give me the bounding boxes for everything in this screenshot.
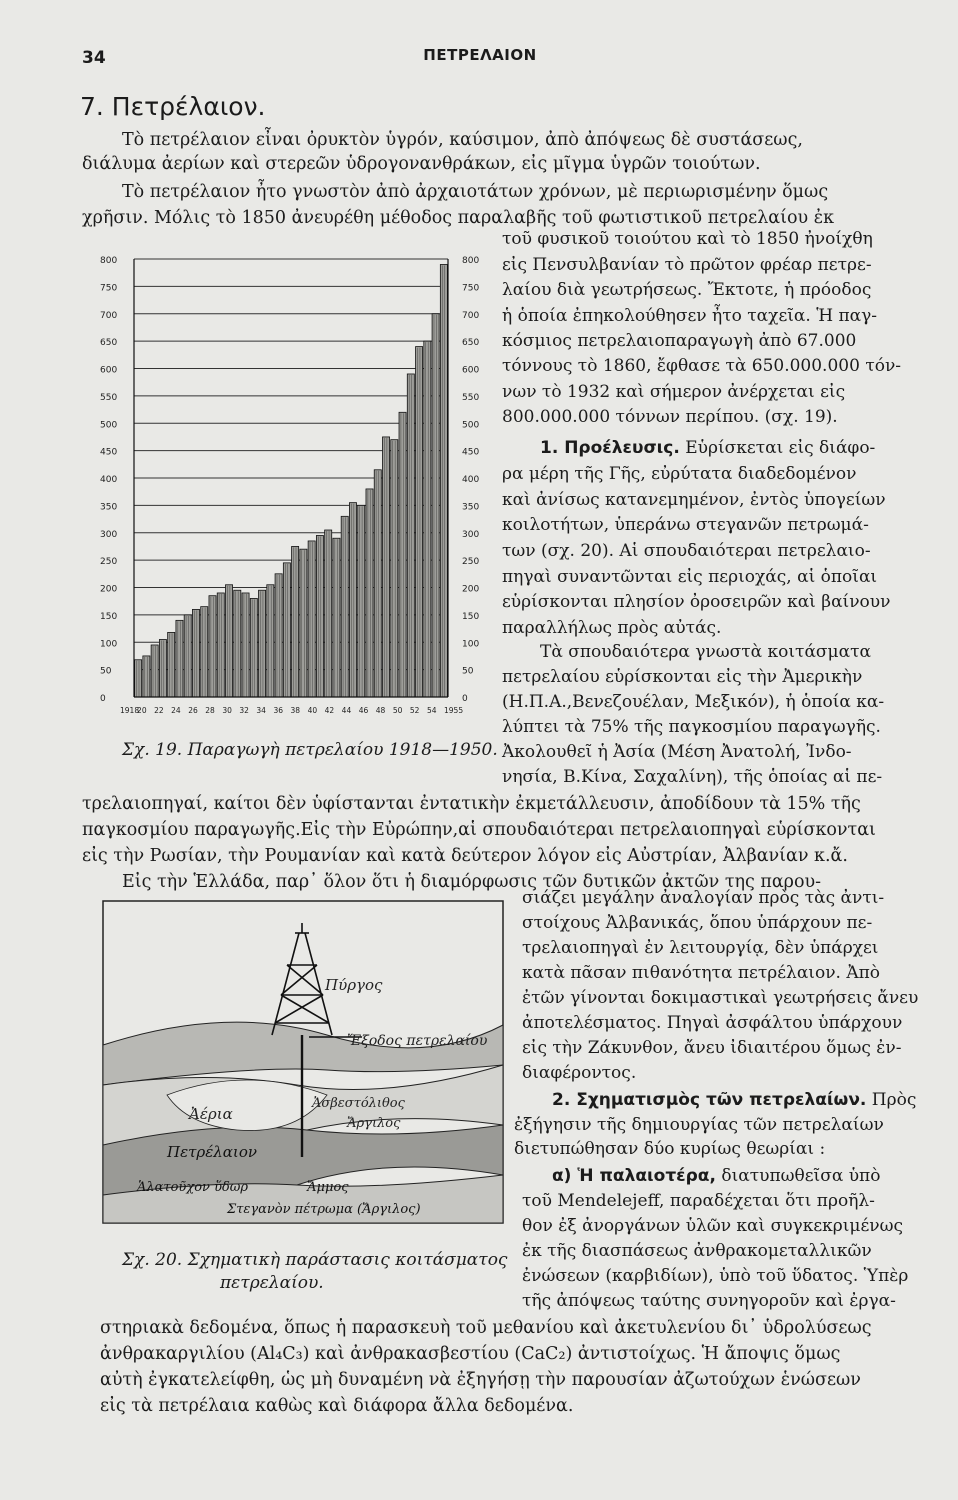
right-col-line: τοῦ φυσικοῦ τοιούτου καὶ τὸ 1850 ἠνοίχθη — [502, 229, 873, 249]
bar — [168, 632, 175, 697]
y-tick-label-left: 250 — [100, 557, 118, 568]
x-tick-label: 24 — [171, 706, 181, 715]
theory-line: τῆς ἀπόψεως ταύτης συνηγοροῦν καὶ ἐργα- — [522, 1291, 896, 1311]
bar — [333, 538, 340, 697]
sources-line: ρα μέρη τῆς Γῆς, εὐρύτατα διαδεδομένον — [502, 464, 857, 484]
bar — [300, 549, 307, 697]
x-tick-label: 44 — [341, 706, 352, 715]
x-tick-label: 54 — [426, 706, 437, 715]
y-tick-label-right: 650 — [462, 338, 480, 349]
theory-a-heading: α) Ἡ παλαιοτέρα, — [552, 1166, 716, 1186]
y-tick-label-left: 300 — [100, 529, 118, 540]
bar — [283, 563, 290, 697]
sources-line: εὑρίσκονται πλησίον ὀροσειρῶν καὶ βαίνουν — [502, 592, 891, 612]
greece-line: κατὰ πᾶσαν πιθανότητα πετρέλαιον. Ἀπὸ — [522, 963, 881, 983]
sources-line: των (σχ. 20). Αἱ σπουδαιότεραι πετρελαιο- — [502, 541, 871, 561]
bar — [341, 516, 348, 697]
y-tick-label-left: 350 — [100, 502, 118, 513]
y-tick-label-left: 50 — [100, 666, 112, 677]
sources-p2-line: Τὰ σπουδαιότερα γνωστὰ κοιτάσματα — [540, 642, 871, 662]
right-col-line: νων τὸ 1932 καὶ σήμερον ἀνέρχεται εἰς — [502, 382, 846, 402]
x-tick-label: 20 — [137, 706, 147, 715]
label-impermeable: Στεγανὸν πέτρωμα (Ἄργιλος) — [227, 1202, 421, 1217]
right-col-line: κόσμιος πετρελαιοπαραγωγὴ ἀπὸ 67.000 — [502, 331, 857, 351]
y-tick-label-left: 0 — [100, 694, 106, 704]
bar — [416, 347, 423, 697]
y-tick-label-right: 400 — [462, 475, 480, 485]
greece-line: ἐτῶν γίνονται δοκιμαστικαὶ γεωτρήσεις ἄνευ — [522, 988, 919, 1008]
x-tick-label: 46 — [358, 706, 369, 715]
formation-line: διετυπώθησαν δύο κυρίως θεωρίαι : — [514, 1139, 826, 1159]
y-tick-label-left: 600 — [100, 365, 118, 376]
bar — [316, 535, 323, 697]
label-sand: Ἄμμος — [307, 1180, 349, 1195]
bar — [135, 660, 142, 697]
bar — [184, 615, 191, 697]
bar — [234, 590, 241, 697]
bar — [217, 593, 224, 697]
intro-line: Τὸ πετρέλαιον ἦτο γνωστὸν ἀπὸ ἀρχαιοτάτων χρόνων, μὲ περιωρισμένην ὅμως — [122, 182, 829, 202]
x-tick-label: 30 — [222, 706, 232, 715]
sources-p2-line: λύπτει τὰ 75% τῆς παγκοσμίου παραγωγῆς. — [502, 717, 881, 737]
x-tick-label: 48 — [375, 706, 386, 715]
intro-line: Τὸ πετρέλαιον εἶναι ὀρυκτὸν ὑγρόν, καύσιμον, ἀπὸ ἀπόψεως δὲ συστάσεως, — [122, 130, 803, 150]
sources-heading: 1. Προέλευσις. — [540, 438, 680, 458]
y-tick-label-left: 200 — [100, 584, 118, 595]
greece-line: διαφέροντος. — [522, 1063, 637, 1083]
bar — [432, 314, 439, 697]
bar — [151, 645, 158, 697]
full-line: εἰς τὴν Ρωσίαν, τὴν Ρουμανίαν καὶ κατὰ δεύτερον λόγον εἰς Αὐστρίαν, Ἀλβανίαν κ.ἄ. — [82, 846, 848, 866]
x-tick-label: 36 — [273, 706, 284, 715]
x-tick-label: 34 — [256, 706, 266, 715]
label-outlet: Ἔξοδος πετρελαίου — [347, 1033, 488, 1049]
x-tick-label: 42 — [324, 706, 335, 715]
right-col-line: ἡ ὁποία ἐπηκολούθησεν ἦτο ταχεῖα. Ἡ παγ- — [502, 306, 878, 326]
bar — [292, 546, 299, 697]
full-line: Εἰς τὴν Ἑλλάδα, παρ᾿ ὅλον ὅτι ἡ διαμόρφωσις τῶν δυτικῶν ἀκτῶν της παρου- — [122, 872, 822, 892]
formation-heading-line — [552, 1088, 916, 1112]
y-tick-label-right: 100 — [462, 639, 480, 650]
label-oil: Πετρέλαιον — [167, 1143, 257, 1161]
bar — [176, 620, 183, 697]
y-tick-label-left: 450 — [100, 447, 118, 458]
y-tick-label-right: 300 — [462, 529, 480, 540]
intro-line: διάλυμα ἀερίων καὶ στερεῶν ὑδρογονανθράκων, εἰς μῖγμα ὑγρῶν τοιούτων. — [82, 154, 761, 174]
section-title: 7. Πετρέλαιον. — [80, 92, 266, 121]
bar — [267, 585, 274, 697]
bar — [209, 596, 216, 697]
y-tick-label-right: 700 — [462, 310, 480, 321]
bar — [259, 590, 266, 697]
closing-line: εἰς τὰ πετρέλαια καθὼς καὶ διάφορα ἄλλα δεδομένα. — [100, 1396, 574, 1416]
x-tick-label: 38 — [290, 706, 301, 715]
bar — [374, 470, 381, 697]
formation-heading-rest: Πρὸς — [871, 1090, 917, 1110]
formation-heading: 2. Σχηματισμὸς τῶν πετρελαίων. — [552, 1090, 867, 1110]
label-tower: Πύργος — [325, 976, 383, 994]
bar — [399, 412, 406, 697]
label-gas: Ἀέρια — [189, 1105, 233, 1123]
theory-line: θον ἐξ ἀνοργάνων ὑλῶν καὶ συγκεκριμένως — [522, 1216, 903, 1236]
y-tick-label-right: 750 — [462, 283, 480, 294]
y-tick-label-right: 200 — [462, 584, 480, 595]
y-tick-label-left: 550 — [100, 392, 118, 403]
closing-line: στηριακὰ δεδομένα, ὅπως ἡ παρασκευὴ τοῦ μεθανίου καὶ ἀκετυλενίου δι᾿ ὑδρολύσεως — [100, 1318, 872, 1338]
x-tick-label: 40 — [307, 706, 318, 715]
figure-20-caption-1: Σχ. 20. Σχηματικὴ παράστασις κοιτάσματος — [122, 1250, 508, 1270]
x-tick-label: 1955 — [444, 706, 464, 715]
label-limestone: Ἀσβεστόλιθος — [312, 1096, 405, 1111]
bar — [391, 440, 398, 697]
y-tick-label-left: 700 — [100, 310, 118, 321]
closing-line: αὐτὴ ἐγκατελείφθη, ὡς μὴ δυναμένη νὰ ἐξηγήσῃ τὴν παρουσίαν ἀζωτούχων ἑνώσεων — [100, 1370, 861, 1390]
full-line: τρελαιοπηγαί, καίτοι δὲν ὑφίστανται ἐντατικὴν ἐκμετάλλευσιν, ἀποδίδουν τὰ 15% τῆς — [82, 794, 861, 814]
production-chart — [96, 245, 488, 727]
closing-line: ἀνθρακαργιλίου (Al₄C₃) καὶ ἀνθρακασβεστίου (CaC₂) ἀντιστοίχως. Ἡ ἄποψις ὅμως — [100, 1344, 841, 1364]
y-tick-label-left: 750 — [100, 283, 118, 294]
bar — [308, 541, 315, 697]
figure-20-caption-2: πετρελαίου. — [220, 1273, 324, 1293]
y-tick-label-right: 600 — [462, 365, 480, 376]
bar — [382, 437, 389, 697]
theory-a-rest: διατυπωθεῖσα ὑπὸ — [721, 1166, 881, 1186]
y-tick-label-right: 500 — [462, 420, 480, 431]
y-tick-label-left: 100 — [100, 639, 118, 650]
y-tick-label-left: 400 — [100, 475, 118, 485]
x-tick-label: 50 — [392, 706, 403, 715]
bar — [159, 640, 166, 697]
bar — [366, 489, 373, 697]
y-tick-label-right: 350 — [462, 502, 480, 513]
bar — [201, 607, 208, 697]
y-tick-label-right: 150 — [462, 611, 480, 622]
y-tick-label-right: 450 — [462, 447, 480, 458]
bar — [225, 585, 232, 697]
right-col-line: λαίου διὰ γεωτρήσεως. Ἔκτοτε, ἡ πρόοδος — [502, 280, 872, 300]
oil-deposit-diagram — [97, 895, 510, 1230]
bar — [143, 656, 150, 697]
x-tick-label: 22 — [154, 706, 164, 715]
page-number: 34 — [82, 48, 106, 68]
sources-line: κοιλοτήτων, ὑπεράνω στεγανῶν πετρωμά- — [502, 515, 869, 535]
sources-first-rest: Εὑρίσκεται εἰς διάφο- — [685, 438, 876, 458]
sources-line: παραλλήλως πρὸς αὐτάς. — [502, 618, 722, 638]
sources-first-line — [540, 436, 875, 460]
greece-line: εἰς τὴν Ζάκυνθον, ἄνευ ἰδιαιτέρου ὅμως ἐν- — [522, 1038, 902, 1058]
bar — [424, 341, 431, 697]
x-tick-label: 26 — [188, 706, 198, 715]
theory-line: ἐκ τῆς διασπάσεως ἀνθρακομεταλλικῶν — [522, 1241, 872, 1261]
bar — [275, 574, 282, 697]
y-tick-label-right: 50 — [462, 666, 474, 677]
y-tick-label-left: 650 — [100, 338, 118, 349]
bar — [358, 505, 365, 697]
bar — [192, 609, 199, 697]
theory-line: ἐνώσεων (καρβιδίων), ὑπὸ τοῦ ὕδατος. Ὑπὲρ — [522, 1266, 909, 1286]
y-tick-label-right: 550 — [462, 392, 480, 403]
bar — [250, 598, 257, 697]
bar — [407, 374, 414, 697]
y-tick-label-right: 0 — [462, 694, 468, 704]
x-tick-label: 1918 — [120, 706, 140, 715]
y-tick-label-right: 800 — [462, 256, 480, 266]
sources-p2-line: Ἀκολουθεῖ ἡ Ἀσία (Μέση Ἀνατολή, Ἰνδο- — [502, 742, 852, 762]
y-tick-label-left: 800 — [100, 256, 118, 266]
right-col-line: 800.000.000 τόννων περίπου. (σχ. 19). — [502, 407, 838, 427]
greece-line: τρελαιοπηγαὶ ἐν λειτουργίᾳ, δὲν ὑπάρχει — [522, 938, 879, 958]
sources-p2-line: (Η.Π.Α.,Βενεζουέλαν, Μεξικόν), ἡ ὁποία κα- — [502, 692, 885, 712]
right-col-line: εἰς Πενσυλβανίαν τὸ πρῶτον φρέαρ πετρε- — [502, 255, 872, 275]
bar — [440, 264, 447, 697]
sources-p2-line: νησία, Β.Κίνα, Σαχαλίνη), τῆς ὁποίας αἱ πε- — [502, 767, 883, 787]
theory-a-line — [552, 1164, 880, 1188]
sources-line: καὶ ἀνίσως κατανεμημένον, ἐντὸς ὑπογείων — [502, 490, 886, 510]
y-tick-label-left: 150 — [100, 611, 118, 622]
x-tick-label: 52 — [409, 706, 420, 715]
bar — [242, 593, 249, 697]
x-tick-label: 28 — [205, 706, 215, 715]
x-tick-label: 32 — [239, 706, 249, 715]
intro-line: χρῆσιν. Μόλις τὸ 1850 ἀνευρέθη μέθοδος παραλαβῆς τοῦ φωτιστικοῦ πετρελαίου ἐκ — [82, 208, 835, 228]
formation-line: ἐξήγησιν τῆς δημιουργίας τῶν πετρελαίων — [514, 1115, 884, 1135]
full-line: παγκοσμίου παραγωγῆς.Εἰς τὴν Εὐρώπην,αἱ σπουδαιότεραι πετρελαιοπηγαὶ εὑρίσκονται — [82, 820, 876, 840]
theory-line: τοῦ Mendelejeff, παραδέχεται ὅτι προῆλ- — [522, 1191, 875, 1211]
greece-line: στοίχους Ἀλβανικάς, ὅπου ὑπάρχουν πε- — [522, 913, 873, 933]
bar — [349, 503, 356, 697]
running-title: ΠΕΤΡΕΛΑΙΟΝ — [423, 46, 537, 64]
sources-line: πηγαὶ συναντῶνται εἰς περιοχάς, αἱ ὁποῖαι — [502, 567, 878, 587]
greece-line: σιάζει μεγάλην ἀναλογίαν πρὸς τὰς ἀντι- — [522, 888, 885, 908]
greece-line: ἀποτελέσματος. Πηγαὶ ἀσφάλτου ὑπάρχουν — [522, 1013, 903, 1033]
y-tick-label-right: 250 — [462, 557, 480, 568]
right-col-line: τόννους τὸ 1860, ἔφθασε τὰ 650.000.000 τόν- — [502, 356, 902, 376]
label-salt-water: Ἁλατοῦχον ὕδωρ — [137, 1180, 249, 1195]
label-clay: Ἄργιλος — [347, 1116, 401, 1131]
figure-19-caption: Σχ. 19. Παραγωγὴ πετρελαίου 1918—1950. — [122, 740, 498, 760]
sources-p2-line: πετρελαίου εὑρίσκονται εἰς τὴν Ἀμερικὴν — [502, 667, 863, 687]
bar — [325, 530, 332, 697]
y-tick-label-left: 500 — [100, 420, 118, 431]
